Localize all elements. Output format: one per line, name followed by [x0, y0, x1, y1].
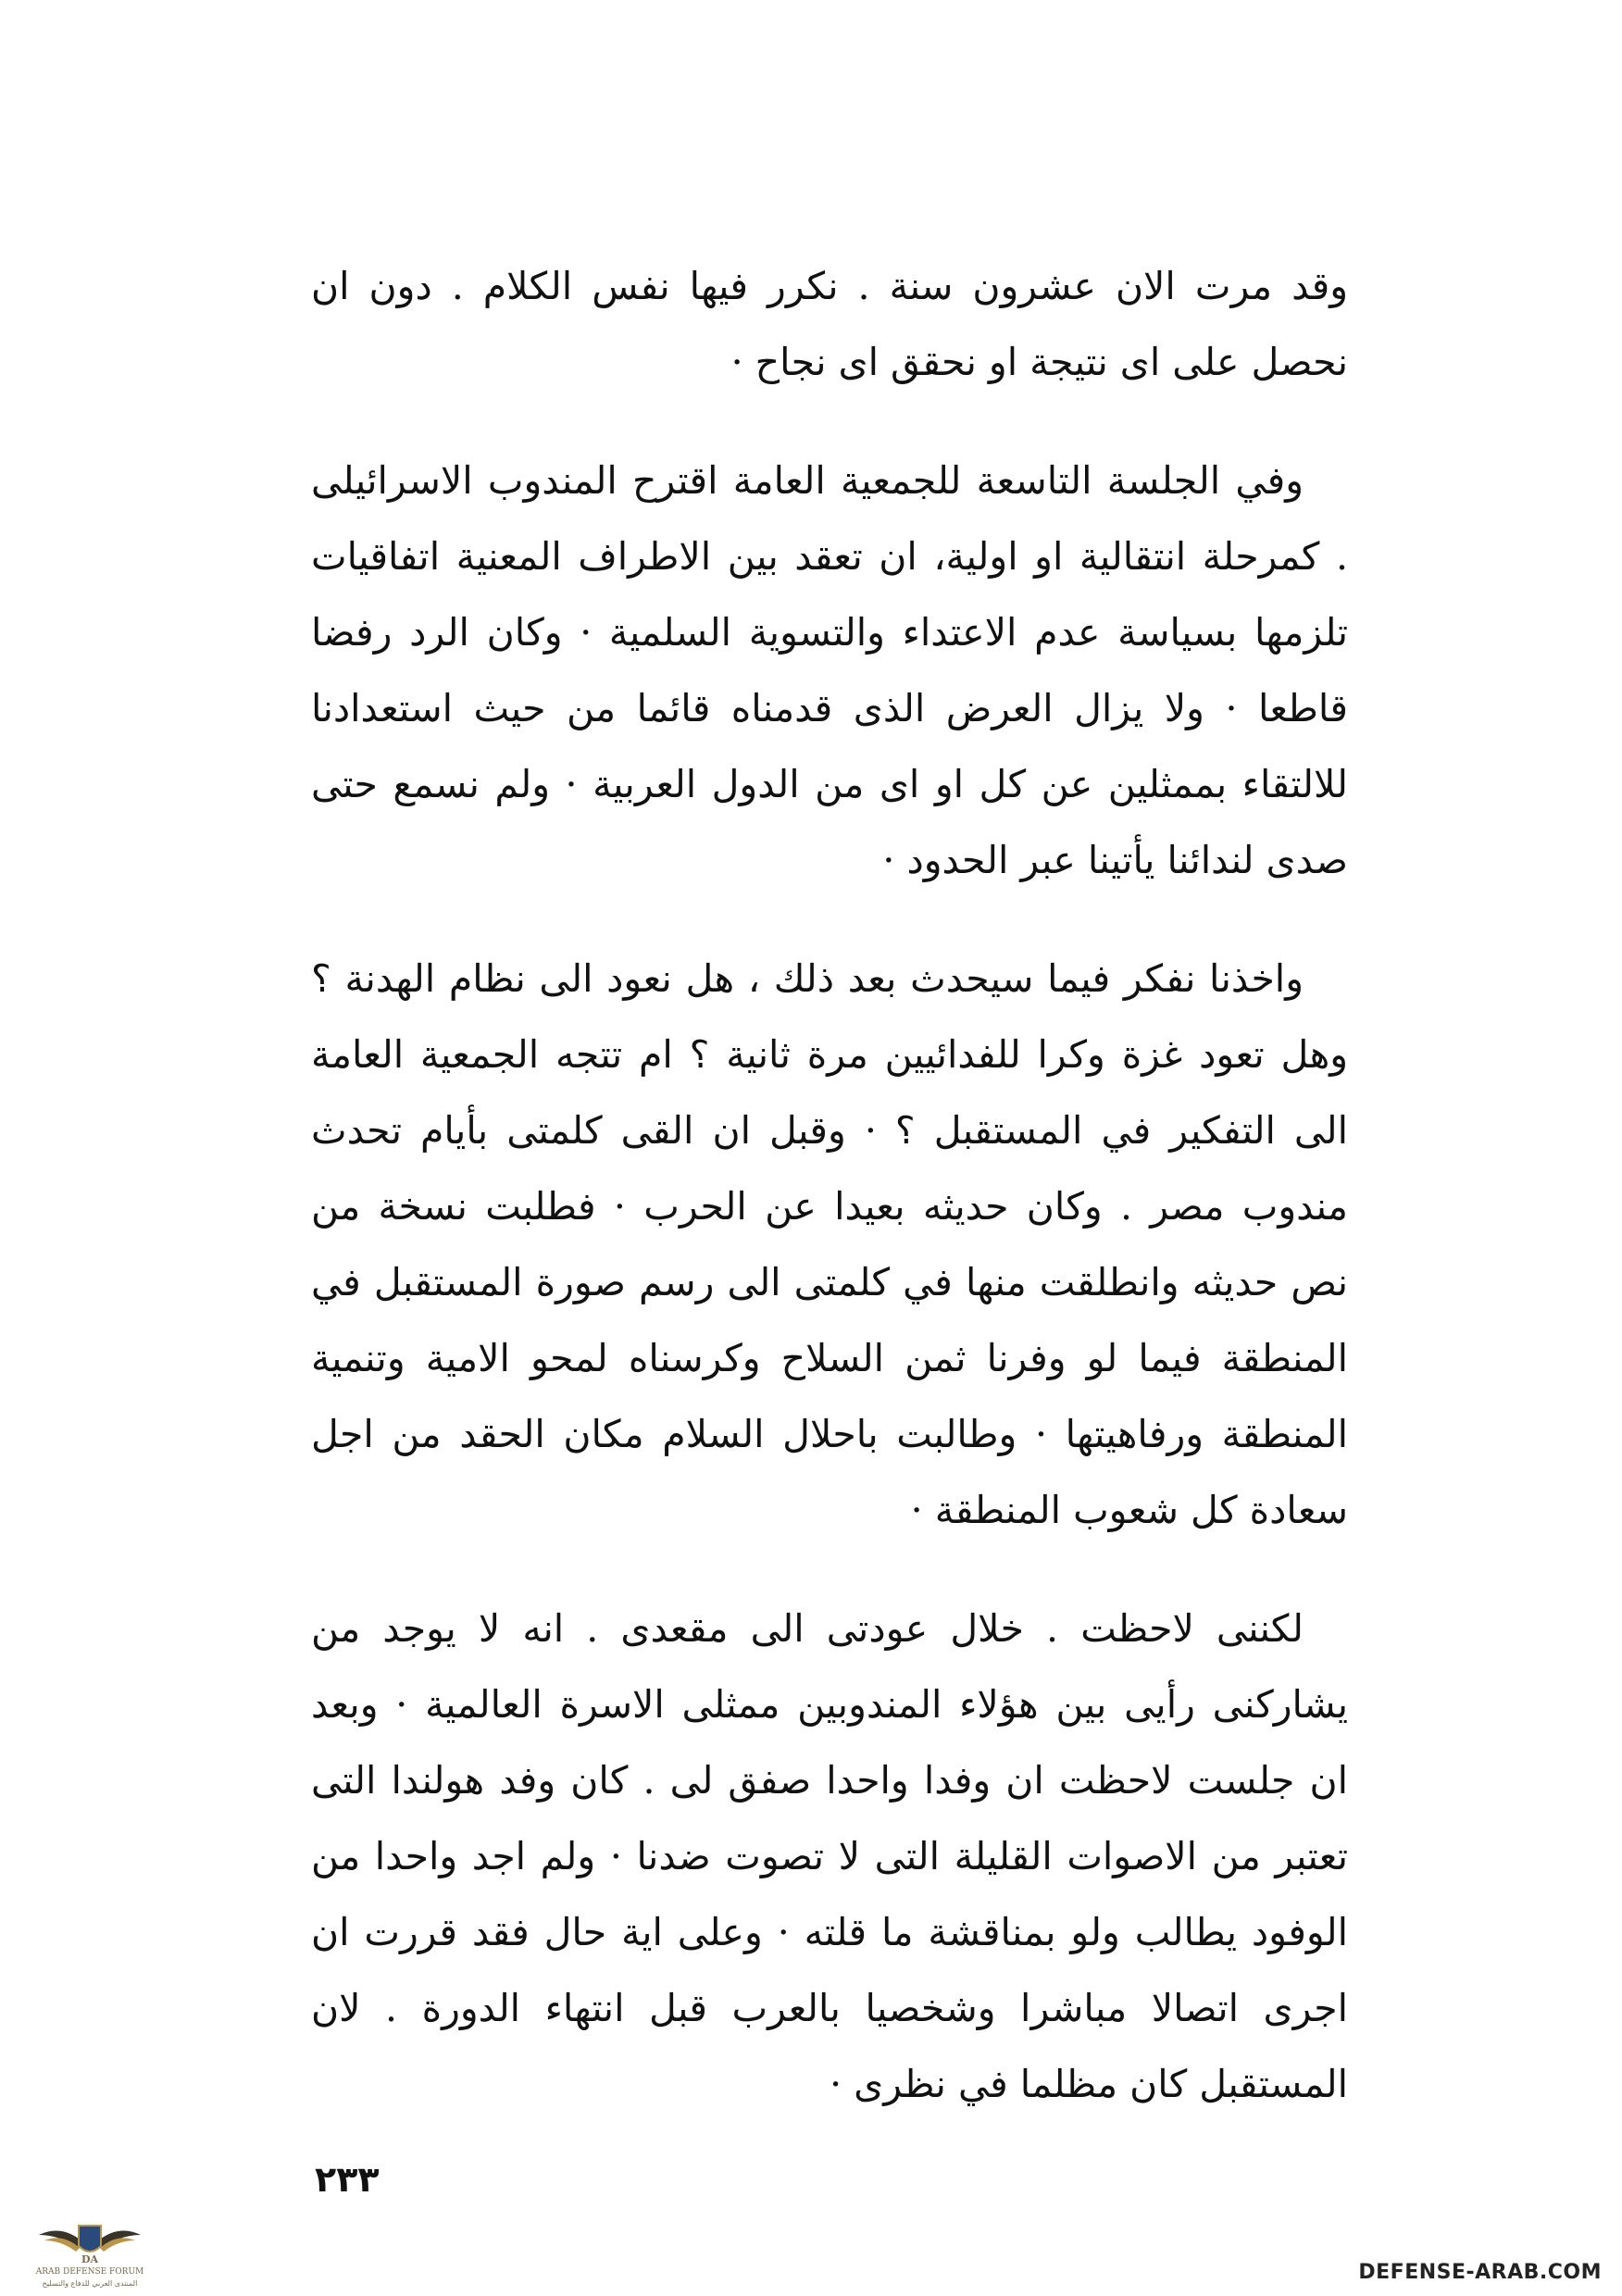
paragraph-3: واخذنا نفكر فيما سيحدث بعد ذلك ، هل نعود الى نظام الهدنة ؟ وهل تعود غزة وكرا للفدائيين مرة ثانية ؟ ام تتجه الجمعية العامة الى التفكير في المستقبل ؟ · وقبل ان القى كلمتى بأيام تحدث مندوب مصر . وكان حديثه بعيدا عن الحرب · فطلبت نسخة من نص حديثه وانطلقت منها في كلمتى الى رسم صورة المستقبل في المنطقة فيما لو وفرنا ثمن السلاح وكرسناه لمحو الامية وتنمية المنطقة ورفاهيتها · وطالبت باحلال السلام مكان الحقد من اجل سعادة كل شعوب المنطقة ·: [311, 956, 1348, 1532]
logo-name: ARAB DEFENSE FORUM: [35, 2267, 144, 2277]
logo-arabic: المنتدى العربي للدفاع والتسليح: [42, 2279, 138, 2288]
paragraph-1: وقد مرت الان عشرون سنة . نكرر فيها نفس الكلام . دون ان نحصل على اى نتيجة او نحقق اى نجاح ·: [311, 264, 1348, 384]
body-text: [311, 248, 1348, 2165]
paragraph-2: وفي الجلسة التاسعة للجمعية العامة اقترح المندوب الاسرائيلى . كمرحلة انتقالية او اولية، ان تعقد بين الاطراف المعنية اتفاقيات تلزمها بسياسة عدم الاعتداء والتسوية السلمية · وكان الرد رفضا قاطعا · ولا يزال العرض الذى قدمناه قائما من حيث استعدادنا للالتقاء بممثلين عن كل او اى من الدول العربية · ولم نسمع حتى صدى لندائنا يأتينا عبر الحدود ·: [311, 458, 1348, 882]
logo-abbrev: DA: [81, 2253, 99, 2265]
paragraph-4: لكننى لاحظت . خلال عودتى الى مقعدى . انه لا يوجد من يشاركنى رأيى بين هؤلاء المندوبين ممثلى الاسرة العالمية · وبعد ان جلست لاحظت ان وفدا واحدا صفق لى . كان وفد هولندا التى تعتبر من الاصوات القليلة التى لا تصوت ضدنا · ولم اجد واحدا من الوفود يطالب ولو بمناقشة ما قلته · وعلى اية حال فقد قررت ان اجرى اتصالا مباشرا وشخصيا بالعرب قبل انتهاء الدورة . لان المستقبل كان مظلما في نظرى ·: [311, 1606, 1348, 2106]
page-number: ٢٣٣: [315, 2159, 380, 2200]
watermark-url: DEFENSE-ARAB.COM: [1358, 2261, 1602, 2284]
arab-defense-forum-logo: [20, 2215, 159, 2292]
